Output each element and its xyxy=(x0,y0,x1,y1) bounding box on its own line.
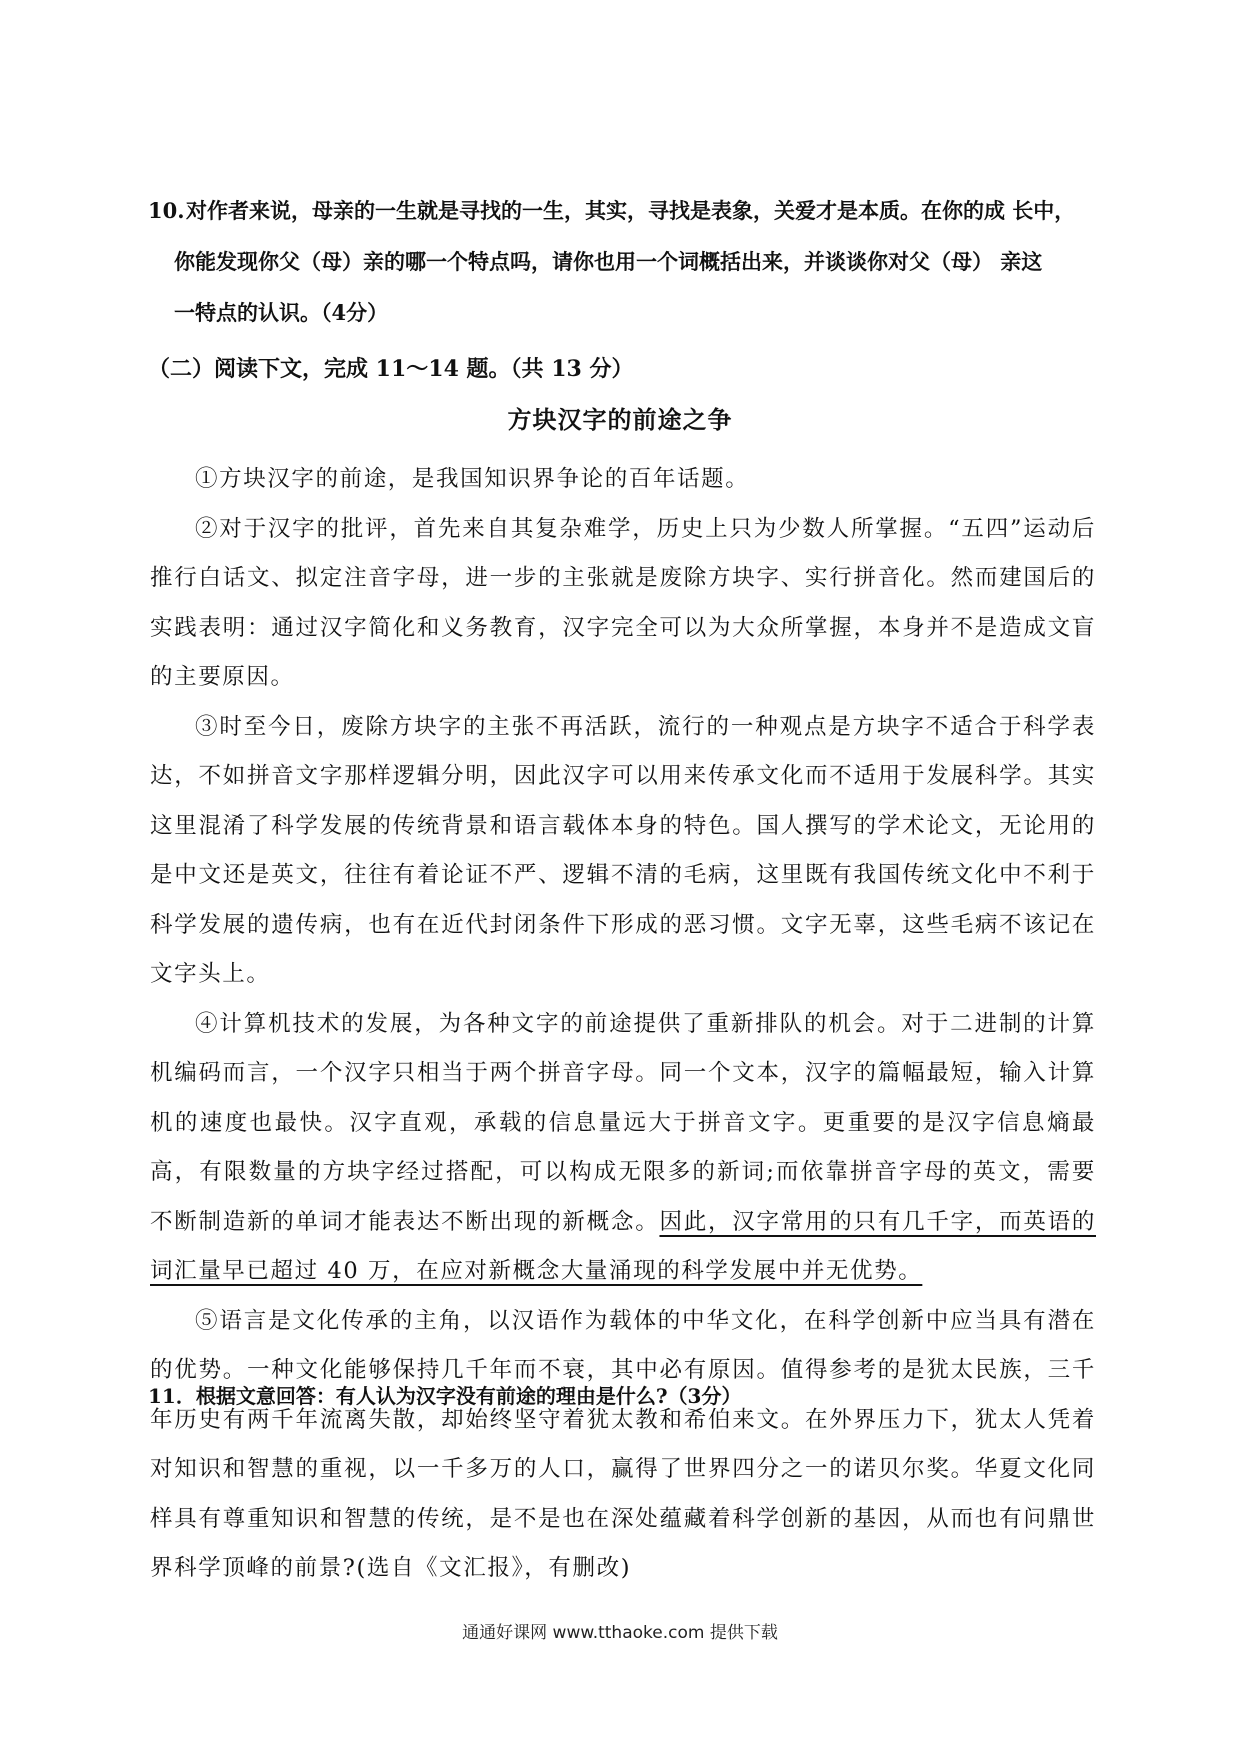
paragraph-3: ③时至今日，废除方块字的主张不再活跃，流行的一种观点是方块字不适合于科学表达，不如拼音文字那样逻辑分明，因此汉字可以用来传承文化而不适用于发展科学。其实这里混淆了科学发展的传统背景和语言载体本身的特色。国人撰写的学术论文，无论用的是中文还是英文，往往有着论证不严、逻辑不清的毛病，这里既有我国传统文化中不利于科学发展的遗传病，也有在近代封闭条件下形成的恶习惯。文字无辜，这些毛病不该记在文字头上。 xyxy=(150,713,1096,987)
paragraph-5: ⑤语言是文化传承的主角，以汉语作为载体的中华文化，在科学创新中应当具有潜在的优势。一种文化能够保持几千年而不衰，其中必有原因。值得参考的是犹太民族，三千年历史有两千年流离失散，却始终坚守着犹太教和希伯来文。在外界压力下，犹太人凭着对知识和智慧的重视，以一千多万的人口，赢得了世界四分之一的诺贝尔奖。华夏文化同样具有尊重知识和智慧的传统，是不是也在深处蕴藏着科学创新的基因，从而也有问鼎世界科学顶峰的前景?(选自《文汇报》，有删改) xyxy=(150,1307,1096,1581)
article-title: 方块汉字的前途之争 xyxy=(507,405,733,434)
paragraph-4-text: ④计算机技术的发展，为各种文字的前途提供了重新排队的机会。对于二进制的计算机编码而言，一个汉字只相当于两个拼音字母。同一个文本，汉字的篇幅最短，输入计算机的速度也最快。汉字直观，承载的信息量远大于拼音文字。更重要的是汉字信息熵最高，有限数量的方块字经过搭配，可以构成无限多的新词;而依靠拼音字母的英文，需要不断制造新的单词才能表达不断出现的新概念。 xyxy=(150,1010,1096,1235)
question-10-number: 10. xyxy=(148,198,185,223)
question-11: 11．根据文意回答：有人认为汉字没有前途的理由是什么?（3分） xyxy=(148,1384,742,1408)
paragraph-4 xyxy=(150,1000,1096,1297)
question-10-line-2: 你能发现你父（母）亲的哪一个特点吗，请你也用一个词概括出来，并谈谈你对父（母） 亲这 xyxy=(174,249,1043,274)
paragraph-2: ②对于汉字的批评，首先来自其复杂难学，历史上只为少数人所掌握。“五四”运动后推行白话文、拟定注音字母，进一步的主张就是废除方块字、实行拼音化。然而建国后的实践表明：通过汉字简化和义务教育，汉字完全可以为大众所掌握，本身并不是造成文盲的主要原因。 xyxy=(150,515,1096,690)
question-10-line-3: 一特点的认识。（4分） xyxy=(174,300,389,325)
article-body xyxy=(150,455,1096,1594)
paragraph-1: ①方块汉字的前途，是我国知识界争论的百年话题。 xyxy=(195,466,750,492)
footer-credit: 通通好课网 www.tthaoke.com 提供下载 xyxy=(462,1623,778,1643)
section-2-heading: （二）阅读下文，完成 11～14 题。（共 13 分） xyxy=(148,356,634,382)
paragraph-4-underlined-sentence: 因此，汉字常用的只有几千字，而英语的词汇量早已超过 40 万，在应对新概念大量涌现的科学发展中并无优势。 xyxy=(150,1208,1096,1284)
question-10-line-1: 对作者来说，母亲的一生就是寻找的一生，其实，寻找是表象，关爱才是本质。在你的成 长中， xyxy=(186,198,1076,223)
